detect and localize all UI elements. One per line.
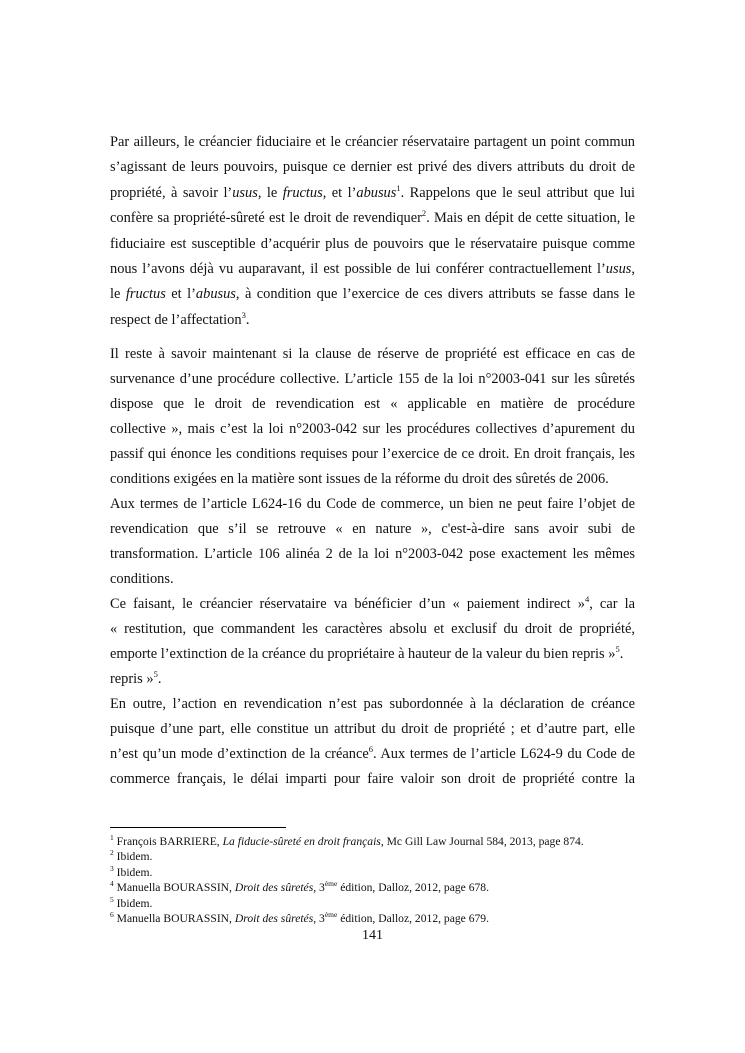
book-title: Droit des sûretés, (234, 881, 317, 895)
footnote-ref-4[interactable]: 4 (584, 594, 590, 605)
footnote-5: $^5$ Ibidem. (110, 894, 153, 910)
paragraph-1 (110, 130, 635, 333)
text-line: conditions. (110, 571, 174, 587)
book-title: La fiducie-sûreté en droit français (222, 835, 381, 848)
term-fructus: fructus (282, 184, 323, 201)
text-line: puisque d’une part, elle constitue un attribut du droit de propriété ; et d’autre part, elle (110, 721, 635, 737)
text-line: s’agissant de leurs pouvoirs, puisque ce dernier est privé des divers attributs du droit de (110, 159, 635, 176)
text-line: Il reste à savoir maintenant si la clause de réserve de propriété est efficace en cas de (110, 346, 635, 362)
footnote-ref-5[interactable]: 5 (153, 669, 158, 680)
footnote-4: $^4$ Manuella BOURASSIN, Droit des sûretés, 3ème édition, Dalloz, 2012, page 678. (110, 879, 489, 895)
footnote-6: $^6$ Manuella BOURASSIN, Droit des sûretés, 3ème édition, Dalloz, 2012, page 679. (110, 910, 489, 926)
text-line: « restitution, que commandent les caractères absolu et exclusif du droit de propriété, (110, 621, 635, 637)
footnotes (110, 834, 670, 926)
footnote-ref-3[interactable]: 3 (241, 310, 246, 321)
text-line: dispose que le droit de revendication est « applicable en matière de procédure (110, 396, 635, 412)
text-line: commerce français, le délai imparti pour faire valoir son droit de propriété contre la (110, 771, 635, 787)
footnote-ref-5[interactable]: 5 (615, 644, 620, 655)
footnote-ref-1[interactable]: 1 (396, 183, 401, 194)
text-line: transformation. L’article 106 alinéa 2 de la loi n°2003-042 pose exactement les mêmes (110, 546, 635, 562)
footnote-ref-6[interactable]: 6 (368, 744, 373, 755)
text-line: collective », mais c’est la loi n°2003-042 sur les procédures collectives d’apurement du (110, 421, 635, 437)
footnote-2: $^2$ Ibidem. (110, 848, 153, 864)
term-abusus: abusus (356, 184, 397, 201)
text-line: En outre, l’action en revendication n’est pas subordonnée à la déclaration de créance (110, 696, 635, 712)
paragraph-2 (110, 342, 635, 792)
text-line: Aux termes de l’article L624-16 du Code de commerce, un bien ne peut faire l’objet de (110, 496, 635, 512)
text-line: propriété, à savoir l’usus, le fructus, et l’abusus$^1$. Rappelons que le seul attribut que lui (110, 183, 635, 201)
footnote-1: $^1$ François BARRIERE, La fiducie-sûreté en droit français, Mc Gill Law Journal 584, 2013, page 874. (110, 833, 584, 848)
footnote-3: $^3$ Ibidem. (110, 863, 153, 879)
text-line: revendication que s’il se retrouve « en nature », c'est-à-dire sans avoir subi de (110, 521, 635, 537)
text-line: repris »$^5$. (110, 669, 162, 687)
text-line: Par ailleurs, le créancier fiduciaire et le créancier réservataire partagent un point commun (110, 134, 635, 150)
term-usus: usus (232, 184, 258, 201)
text-line: conditions exigées en la matière sont issues de la réforme du droit des sûretés de 2006. (110, 471, 609, 487)
book-title: Droit des sûretés, (234, 912, 317, 926)
footnote-ref-2[interactable]: 2 (421, 208, 427, 219)
text-line: n’est qu’un mode d’extinction de la créance$^6$. Aux termes de l’article L624-9 du Code de (110, 744, 635, 762)
text-line: Ce faisant, le créancier réservataire va bénéficier d’un « paiement indirect »$^4$, car la (110, 594, 635, 612)
text-line: le fructus et l’abusus, à condition que l’exercice de ces divers attributs se fasse dans le (110, 286, 635, 303)
text-line: passif qui énonce les conditions requises pour l’exercice de ce droit. En droit français, les (110, 446, 635, 462)
text-line: fiduciaire est susceptible d’acquérir plus de pouvoirs que le réservataire puisque comme (110, 235, 635, 252)
text-line: respect de l’affectation$^3$. (110, 310, 250, 328)
text-line: confère sa propriété-sûreté est le droit de revendiquer$^2$. Mais en dépit de cette situation, le (110, 208, 635, 227)
text-line: survenance d’une procédure collective. L’article 155 de la loi n°2003-041 sur les sûretés (110, 371, 635, 387)
page-number: 141 (362, 928, 383, 943)
text-line: nous l’avons déjà vu auparavant, il est possible de lui conférer contractuellement l’usus, (110, 261, 635, 278)
text-line: emporte l’extinction de la créance du propriétaire à hauteur de la valeur du bien repris »$^5$. (110, 644, 624, 662)
footnote-separator (110, 827, 286, 828)
